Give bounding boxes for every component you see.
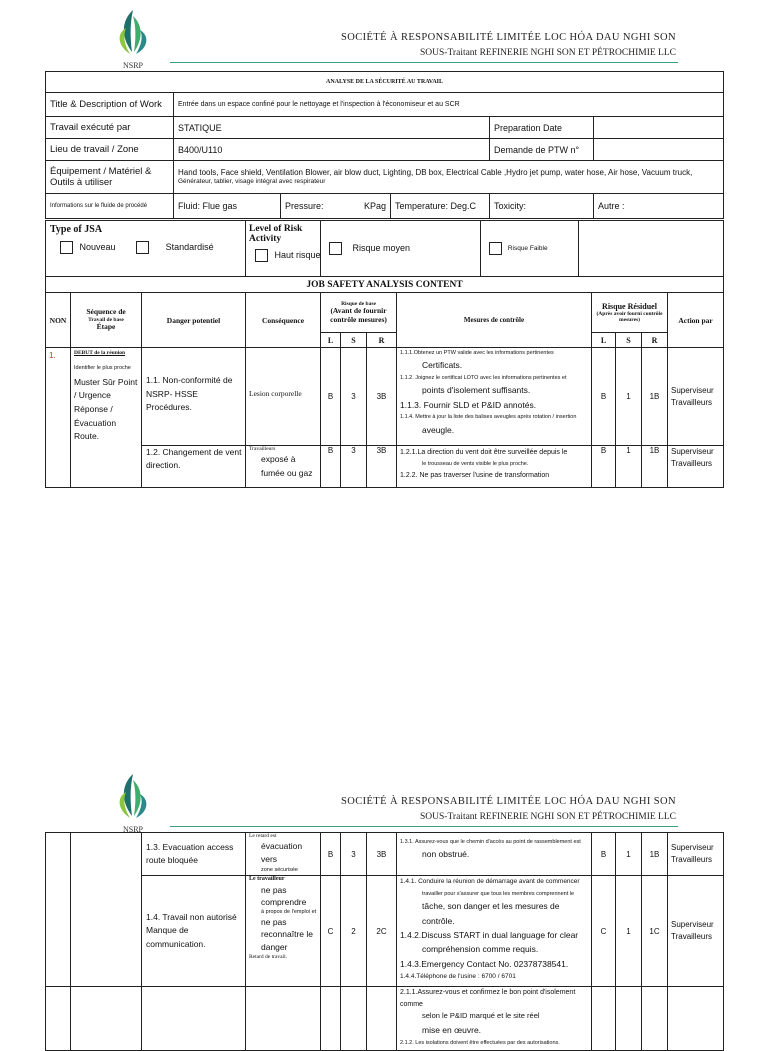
hazard-empty [142, 986, 246, 1050]
action-empty [668, 986, 724, 1050]
res-l: B [592, 446, 616, 488]
logo-text: NSRP [122, 825, 143, 834]
row-number: 1. [46, 348, 71, 488]
control-line: 1.4.3.Emergency Contact No. 02378738541. [400, 958, 569, 969]
hazard-cell: 1.3. Evacuation access route bloquée [142, 833, 246, 876]
location-label: Lieu de travail / Zone [46, 139, 174, 161]
title-desc-value: Entrée dans un espace confiné pour le nettoyage et l'inspection à l'économiseur et au SCR [174, 93, 724, 117]
control-line: 1.1.3. Fournir SLD et P&ID annotés. [400, 399, 537, 410]
step-sub: Identifier le plus proche [74, 364, 131, 371]
base-l: B [321, 446, 341, 488]
base-r-empty [367, 986, 397, 1050]
company-name: SOCIÉTÉ À RESPONSABILITÉ LIMITÉE LOC HÓA DAU NGHI SON [340, 796, 676, 807]
col-hazard: Danger potentiel [142, 293, 246, 348]
control-line: tâche, son danger et les mesures de contrôle. [422, 901, 560, 926]
control-line: 1.2.1.La direction du vent doit être surveillée depuis le [400, 449, 568, 456]
hazard-cell: 1.4. Travail non autorisé Manque de communication. [142, 876, 246, 986]
res-r-empty [642, 986, 668, 1050]
control-line: 2.1.2. Les isolations doivent être effectuées par des autorisations. [400, 1039, 560, 1046]
col-base-risk-2: (Avant de fournir contrôle mesures) [330, 306, 387, 324]
res-s: 1 [616, 833, 642, 876]
base-l: B [321, 348, 341, 446]
step-title: DEBUT de la réunion [74, 350, 126, 356]
control-line: non obstrué. [422, 849, 470, 860]
fluid-info-label: Informations sur le fluide de procédé [46, 194, 174, 219]
controls-cell [397, 986, 592, 1050]
consequence-cell: Lesion corporelle [246, 348, 321, 446]
equipment-cell [174, 161, 724, 194]
col-sequence [71, 293, 142, 348]
temperature-label: Temperature: Deg.C [391, 194, 490, 219]
res-s: 1 [616, 446, 642, 488]
nouveau-label: Nouveau [79, 241, 116, 252]
medium-risk-label: Risque moyen [352, 242, 411, 253]
risk-empty-cell [579, 221, 724, 277]
col-consequence: Conséquence [246, 293, 321, 348]
base-r: 2C [367, 876, 397, 986]
location-value: B400/U110 [174, 139, 490, 161]
company-name: SOCIÉTÉ À RESPONSABILITÉ LIMITÉE LOC HÓA DAU NGHI SON [340, 32, 676, 43]
header-divider [170, 62, 678, 63]
company-subtitle: SOUS-Traitant REFINERIE NGHI SON ET PÉTROCHIMIE LLC [420, 48, 676, 58]
cons-line: évacuation vers [261, 840, 303, 865]
fluid-label: Fluid: Flue gas [174, 194, 281, 219]
title-desc-label: Title & Description of Work [46, 93, 174, 117]
col-seq-3: Étape [96, 322, 116, 332]
cons-text: exposé à fumée ou gaz [261, 454, 313, 478]
high-risk-label: Haut risque [274, 249, 321, 260]
hazard-cell: 1.1. Non-conformité de NSRP- HSSE Procédures. [142, 348, 246, 446]
content-title: JOB SAFETY ANALYSIS CONTENT [46, 277, 724, 293]
res-r: 1B [642, 348, 668, 446]
ptw-value [594, 139, 724, 161]
control-line: travailler pour s'assurer que tous les membres comprennent le [422, 890, 575, 897]
other-label: Autre : [594, 194, 724, 219]
control-line: 1.3.1. Assurez-vous que le chemin d'accès au point de rassemblement est [400, 839, 581, 845]
prep-date-label: Preparation Date [490, 117, 594, 139]
control-line: points d'isolement suffisants. [422, 385, 531, 396]
col-residual [592, 293, 668, 333]
standardise-label: Standardisé [165, 241, 214, 252]
low-risk-cell [481, 221, 579, 277]
action-cell: Superviseur Travailleurs [668, 833, 724, 876]
res-l-empty [592, 986, 616, 1050]
equipment-label: Équipement / Matériel & Outils à utiliser [46, 161, 174, 194]
leaf-logo-icon [108, 770, 158, 824]
cons-line: ne pas comprendre [261, 884, 307, 908]
logo-text: NSRP [122, 61, 143, 70]
executed-by-value: STATIQUE [174, 117, 490, 139]
col-base-r: R [367, 333, 397, 348]
res-r: 1B [642, 833, 668, 876]
col-base-s: S [341, 333, 367, 348]
risk-level-label: Level of Risk Activity [249, 224, 303, 245]
res-l: C [592, 876, 616, 986]
col-res-r: R [642, 333, 668, 348]
row-number-empty [46, 833, 71, 987]
col-residual-1: Risque Résiduel [602, 301, 657, 311]
res-s-empty [616, 986, 642, 1050]
pressure-unit: KPag [363, 201, 386, 211]
medium-risk-cell [321, 221, 481, 277]
row-number-empty [46, 986, 71, 1050]
control-line: aveugle. [422, 424, 455, 435]
col-residual-2: (Après avoir fourni contrôle mesures) [596, 310, 663, 324]
step-empty [71, 833, 142, 987]
base-s-empty [341, 986, 367, 1050]
base-s: 3 [341, 446, 367, 488]
prep-date-value [594, 117, 724, 139]
risk-level-cell [246, 221, 321, 277]
nsrp-logo [108, 770, 158, 834]
res-l: B [592, 833, 616, 876]
col-no: NON [46, 293, 71, 348]
action-cell: Superviseur Travailleurs [668, 348, 724, 446]
cons-line: ne pas reconnaître le danger [261, 916, 313, 953]
controls-cell [397, 876, 592, 986]
col-seq-1: Séquence de [86, 307, 126, 317]
step-empty [71, 986, 142, 1050]
consequence-empty [246, 986, 321, 1050]
col-seq-2: Travail de base [88, 316, 124, 323]
consequence-cell [246, 446, 321, 488]
table-row [46, 348, 724, 446]
table-row [46, 876, 724, 986]
medium-risk-checkbox[interactable] [329, 242, 342, 255]
cons-line: Le retard est [249, 833, 277, 839]
controls-cell [397, 348, 592, 446]
equipment-value-2: Générateur, tablier, visage intégral avec respirateur [178, 177, 326, 185]
page-header-1 [0, 6, 768, 74]
base-s: 3 [341, 833, 367, 876]
pressure-label: Pressure: [285, 201, 324, 211]
base-r: 3B [367, 833, 397, 876]
step-cell [71, 348, 142, 488]
ptw-label: Demande de PTW n° [490, 139, 594, 161]
form-title: ANALYSE DE LA SÉCURITÉ AU TRAVAIL [46, 72, 724, 93]
jsa-type-cell [46, 221, 246, 277]
cons-line: à propos de l'emploi et [261, 909, 317, 916]
toxicity-label: Toxicity: [490, 194, 594, 219]
consequence-cell [246, 876, 321, 986]
hazard-cell: 1.2. Changement de vent direction. [142, 446, 246, 488]
table-row [46, 986, 724, 1050]
company-subtitle: SOUS-Traitant REFINERIE NGHI SON ET PÉTROCHIMIE LLC [420, 812, 676, 822]
base-s: 3 [341, 348, 367, 446]
base-r: 3B [367, 348, 397, 446]
col-base-risk-1: Risque de base [341, 300, 376, 307]
action-cell: Superviseur Travailleurs [668, 446, 724, 488]
res-r: 1C [642, 876, 668, 986]
consequence-cell [246, 833, 321, 876]
executed-by-label: Travail exécuté par [46, 117, 174, 139]
control-line: 1.4.1. Conduire la réunion de démarrage avant de commencer [400, 878, 580, 886]
action-cell: Superviseur Travailleurs [668, 876, 724, 986]
step-text: Muster Sûr Point / Urgence Réponse / Évacuation Route. [74, 376, 138, 442]
cons-small: Travailleurs [249, 446, 276, 452]
control-line: 1.4.2.Discuss START in dual language for clear [400, 930, 579, 941]
control-line: le trousseau de vents visible le plus proche. [422, 461, 529, 468]
col-res-s: S [616, 333, 642, 348]
control-line: 1.2.2. Ne pas traverser l'usine de transformation [400, 471, 550, 479]
control-line: 1.4.4.Téléphone de l'usine : 6700 / 6701 [400, 973, 516, 981]
controls-cell [397, 446, 592, 488]
low-risk-checkbox[interactable] [489, 242, 502, 255]
low-risk-label: Risque Faible [507, 245, 548, 253]
control-line: compréhension comme requis. [422, 944, 539, 955]
res-r: 1B [642, 446, 668, 488]
equipment-value: Hand tools, Face shield, Ventilation Blower, air blow duct, Lighting, DB box, Electrical Cable ,Hydro jet pump, water hose, Air hose, Vacuum truck, [178, 167, 693, 177]
nouveau-checkbox[interactable] [60, 241, 73, 254]
base-l: C [321, 876, 341, 986]
jsa-type-label: Type of JSA [50, 224, 103, 235]
col-base-l: L [321, 333, 341, 348]
jsa-content-table [45, 276, 724, 488]
nsrp-logo [108, 6, 158, 70]
table-row [46, 446, 724, 488]
control-line: 1.1.2. Joignez le certificat LOTO avec les informations pertinentes et [400, 374, 567, 381]
control-line: mise en œuvre. [422, 1025, 482, 1036]
page-header-2 [0, 770, 768, 838]
cons-line: Retard de travail. [249, 953, 288, 960]
leaf-logo-icon [108, 6, 158, 60]
controls-cell [397, 833, 592, 876]
res-l: B [592, 348, 616, 446]
base-s: 2 [341, 876, 367, 986]
control-line: 1.1.4. Mettre à jour la liste des balises aveugles après rotation / insertion [400, 414, 577, 421]
col-controls: Mesures de contrôle [397, 293, 592, 348]
col-res-l: L [592, 333, 616, 348]
pressure-cell [281, 194, 391, 219]
jsa-type-table [45, 220, 724, 277]
high-risk-checkbox[interactable] [255, 249, 268, 262]
control-line: selon le P&ID marqué et le site réel [422, 1011, 540, 1021]
base-r: 3B [367, 446, 397, 488]
control-line: 1.1.1.Obtenez un PTW valide avec les informations pertinentes [400, 350, 554, 356]
col-base-risk [321, 293, 397, 333]
standardise-checkbox[interactable] [136, 241, 149, 254]
base-l: B [321, 833, 341, 876]
col-action: Action par [668, 293, 724, 348]
table-row [46, 833, 724, 876]
cons-line: Le travailleur [249, 876, 285, 883]
res-s: 1 [616, 876, 642, 986]
jsa-content-table-continued [45, 832, 724, 1051]
control-line: Certificats. [422, 360, 463, 371]
control-line: 2.1.1.Assurez-vous et confirmez le bon point d'isolement comme [400, 988, 576, 1008]
header-divider [170, 826, 678, 827]
form-info-table [45, 71, 724, 219]
cons-line: zone sécurisée [261, 866, 298, 873]
base-l-empty [321, 986, 341, 1050]
res-s: 1 [616, 348, 642, 446]
